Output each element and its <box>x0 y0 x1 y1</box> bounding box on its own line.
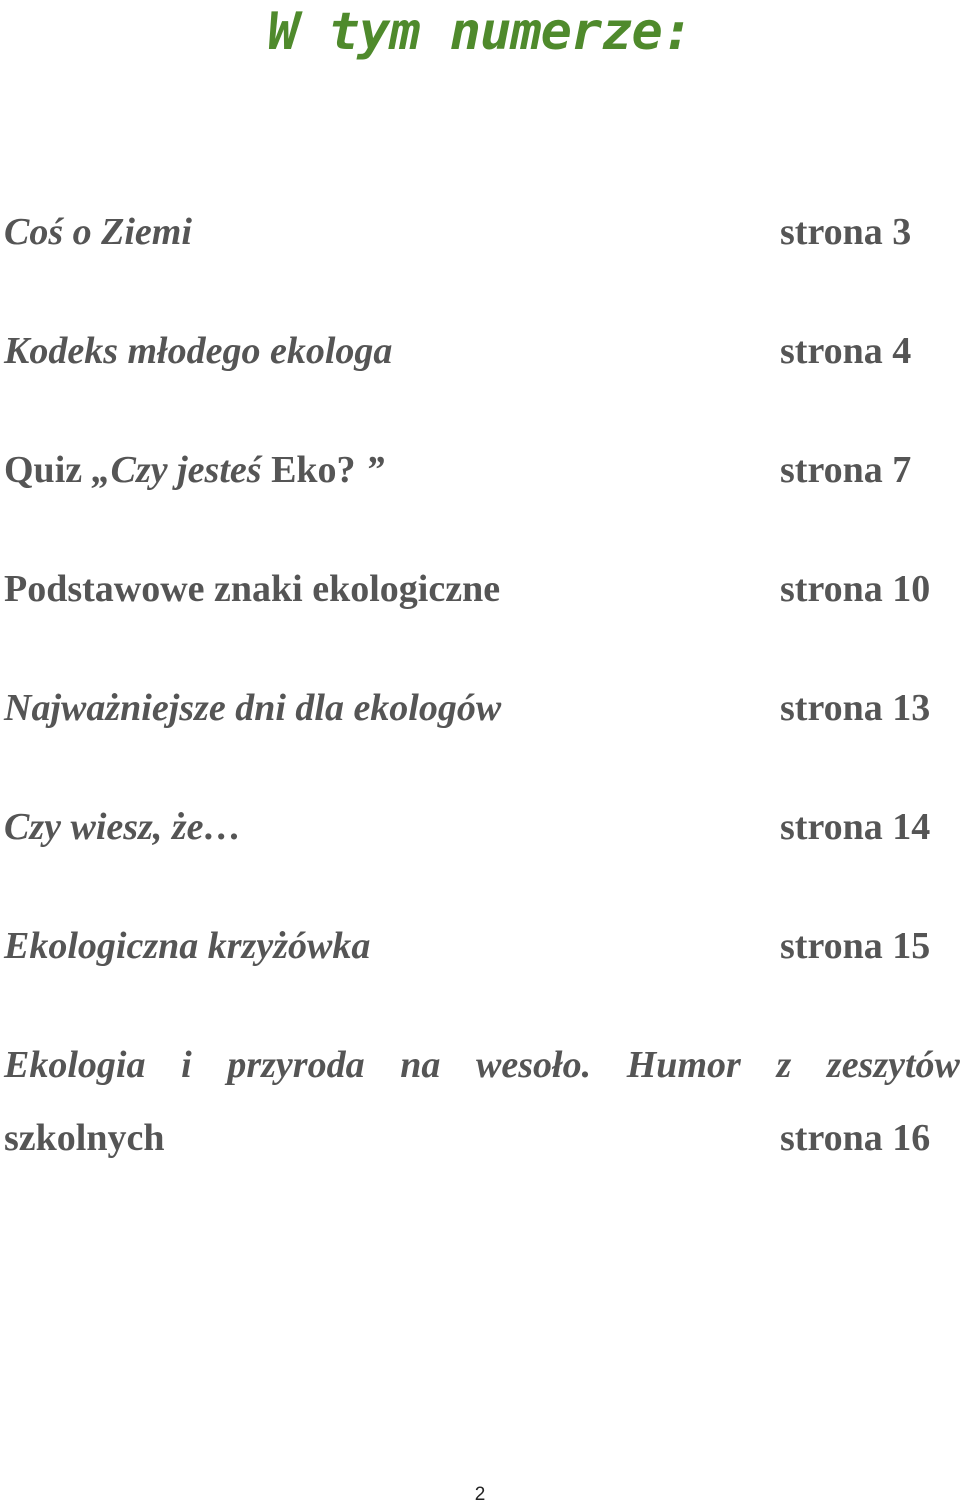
toc-entry-title: Podstawowe znaki ekologiczne <box>4 568 501 610</box>
toc-entry-page: strona 10 <box>780 568 931 610</box>
toc-entry-title-part: „Czy jesteś <box>91 449 262 491</box>
toc-entry-title: szkolnych <box>4 1117 165 1159</box>
toc-entry-word: przyroda <box>227 1044 365 1086</box>
toc-entry-page: strona 14 <box>780 806 931 848</box>
toc-entry-word: Ekologia <box>4 1044 146 1086</box>
toc-entry-word: Humor <box>626 1044 741 1086</box>
toc-entry-page: strona 15 <box>780 925 931 967</box>
toc-entry-title: Kodeks młodego ekologa <box>4 330 393 372</box>
issue-contents-title: W tym numerze: <box>267 2 693 62</box>
toc-entry-word: zeszytów <box>826 1044 960 1086</box>
toc-entry-word: wesoło. <box>476 1044 592 1086</box>
toc-entry-word: z <box>776 1044 792 1086</box>
toc-entry-title: Najważniejsze dni dla ekologów <box>4 687 502 729</box>
toc-entry-title-line <box>4 1041 960 1089</box>
toc-entry-title-part: Quiz <box>4 449 92 491</box>
toc-entry-page: strona 3 <box>780 211 912 253</box>
page-number: 2 <box>474 1484 486 1505</box>
toc-entry-word: na <box>400 1044 441 1086</box>
toc-entry-title: Coś o Ziemi <box>4 211 192 253</box>
toc-entry-title: Czy wiesz, że… <box>4 806 242 848</box>
toc-entry-title: Ekologiczna krzyżówka <box>4 925 371 967</box>
toc-entry-title <box>4 446 385 494</box>
toc-entry-page: strona 16 <box>780 1117 931 1159</box>
toc-entry-page: strona 13 <box>780 687 931 729</box>
toc-entry-page: strona 4 <box>780 330 912 372</box>
toc-entry-title-part: Eko? <box>261 449 356 491</box>
toc-entry-word: i <box>181 1044 192 1086</box>
toc-entry-page: strona 7 <box>780 449 912 491</box>
toc-entry-title-part: ” <box>365 449 385 491</box>
